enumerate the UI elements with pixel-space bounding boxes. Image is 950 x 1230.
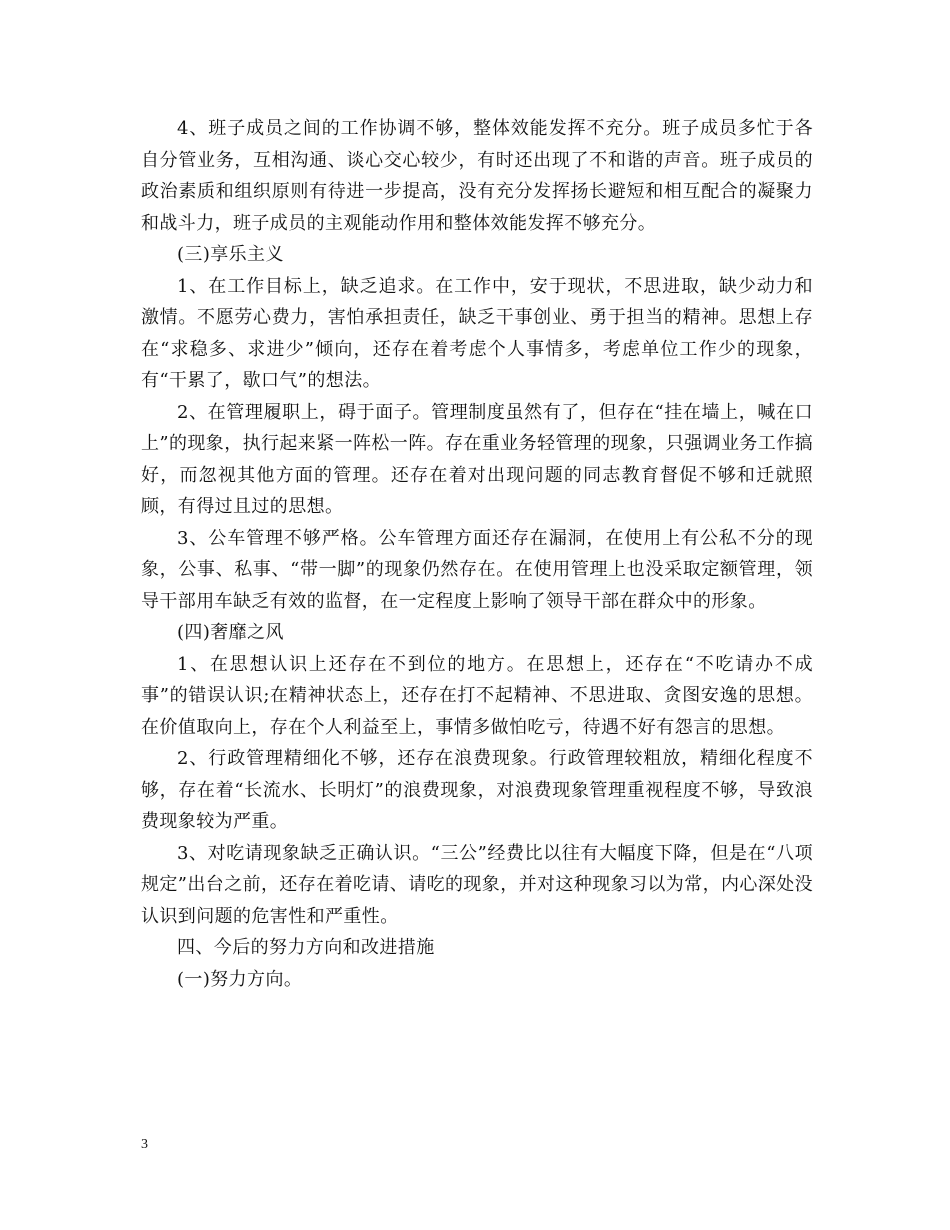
paragraph-6: 2、行政管理精细化不够，还存在浪费现象。行政管理较粗放，精细化程度不够，存在着“长流水、长明灯”的浪费现象，对浪费现象管理重视程度不够，导致浪费现象较为严重。 — [141, 748, 813, 832]
chapter-heading-4: 四、今后的努力方向和改进措施 — [177, 937, 435, 958]
subsection-heading-1: (一)努力方向。 — [177, 968, 303, 990]
section-heading-4: (四)奢靡之风 — [177, 622, 284, 643]
paragraph-2: 1、在工作目标上，缺乏追求。在工作中，安于现状，不思进取，缺少动力和激情。不愿劳心费力，害怕承担责任，缺乏干事创业、勇于担当的精神。思想上存在“求稳多、求进少”倾向，还存在着考虑个人事情多，考虑单位工作少的现象，有“干累了，歇口气”的想法。 — [141, 275, 813, 391]
paragraph-7: 3、对吃请现象缺乏正确认识。“三公”经费比以往有大幅度下降，但是在“八项规定”出台之前，还存在着吃请、请吃的现象，并对这种现象习以为常，内心深处没认识到问题的危害性和严重性。 — [141, 842, 813, 927]
paragraph-4: 3、公车管理不够严格。公车管理方面还存在漏洞，在使用上有公私不分的现象，公事、私事、“带一脚”的现象仍然存在。在使用管理上也没采取定额管理，领导干部用车缺乏有效的监督，在一定程度上影响了领导干部在群众中的形象。 — [141, 527, 813, 612]
paragraph-5: 1、在思想认识上还存在不到位的地方。在思想上，还存在“不吃请办不成事”的错误认识;在精神状态上，还存在打不起精神、不思进取、贪图安逸的思想。在价值取向上，存在个人利益至上，事情多做怕吃亏，待遇不好有怨言的思想。 — [141, 653, 813, 738]
paragraph-1: 4、班子成员之间的工作协调不够，整体效能发挥不充分。班子成员多忙于各自分管业务，互相沟通、谈心交心较少，有时还出现了不和谐的声音。班子成员的政治素质和组织原则有待进一步提高，没有充分发挥扬长避短和相互配合的凝聚力和战斗力，班子成员的主观能动作用和整体效能发挥不够充分。 — [141, 118, 813, 234]
paragraph-3: 2、在管理履职上，碍于面子。管理制度虽然有了，但存在“挂在墙上，喊在口上”的现象，执行起来紧一阵松一阵。存在重业务轻管理的现象，只强调业务工作搞好，而忽视其他方面的管理。还存在着对出现问题的同志教育督促不够和迁就照顾，有得过且过的思想。 — [141, 401, 813, 517]
section-heading-3: (三)享乐主义 — [177, 244, 284, 265]
page-number: 3 — [141, 1137, 148, 1152]
document-body — [141, 113, 813, 995]
